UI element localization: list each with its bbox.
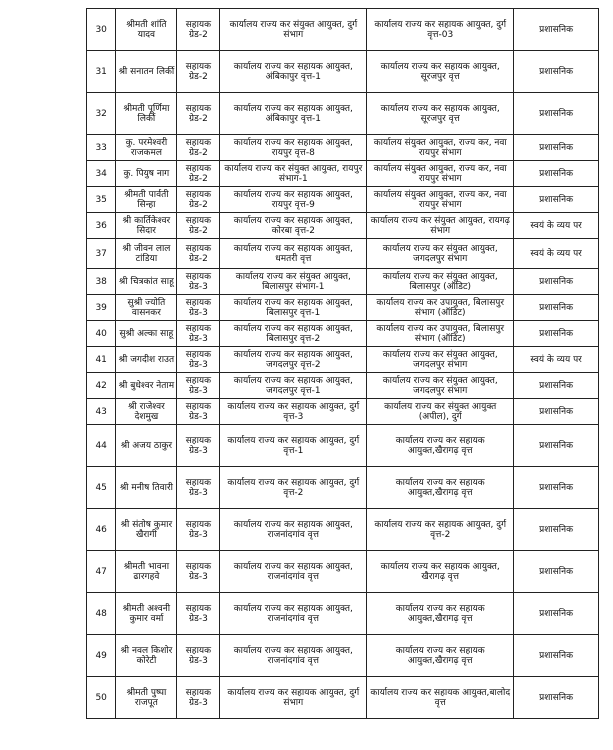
transfer-table <box>86 8 599 719</box>
employee-name-cell: श्रीमती पूर्णिमा लिर्की <box>116 93 177 135</box>
table-row <box>87 467 599 509</box>
serial-number-cell: 34 <box>87 161 116 187</box>
serial-number-cell: 46 <box>87 509 116 551</box>
current-office-cell: कार्यालय राज्य कर सहायक आयुक्त, जगदलपुर वृत्त-2 <box>220 347 367 373</box>
serial-number-cell: 41 <box>87 347 116 373</box>
current-office-cell: कार्यालय राज्य कर सहायक आयुक्त, राजनांदगांव वृत्त <box>220 509 367 551</box>
employee-name-cell: श्री नवल किशोर कोरेटी <box>116 635 177 677</box>
transfer-reason-cell: प्रशासनिक <box>514 161 599 187</box>
serial-number-cell: 42 <box>87 373 116 399</box>
table-row <box>87 161 599 187</box>
transfer-reason-cell: प्रशासनिक <box>514 551 599 593</box>
transfer-reason-cell: प्रशासनिक <box>514 295 599 321</box>
table-row <box>87 425 599 467</box>
current-office-cell: कार्यालय राज्य कर सहायक आयुक्त, बिलासपुर वृत्त-2 <box>220 321 367 347</box>
designation-cell: सहायक ग्रेड-3 <box>177 425 220 467</box>
transfer-reason-cell: प्रशासनिक <box>514 321 599 347</box>
transfer-reason-cell: प्रशासनिक <box>514 9 599 51</box>
transfer-reason-cell: प्रशासनिक <box>514 677 599 719</box>
current-office-cell: कार्यालय राज्य कर सहायक आयुक्त, अंबिकापुर वृत्त-1 <box>220 51 367 93</box>
serial-number-cell: 50 <box>87 677 116 719</box>
current-office-cell: कार्यालय राज्य कर सहायक आयुक्त, बिलासपुर वृत्त-1 <box>220 295 367 321</box>
designation-cell: सहायक ग्रेड-2 <box>177 93 220 135</box>
table-body <box>87 9 599 719</box>
employee-name-cell: श्री सनातन लिर्की <box>116 51 177 93</box>
designation-cell: सहायक ग्रेड-2 <box>177 161 220 187</box>
transfer-reason-cell: प्रशासनिक <box>514 399 599 425</box>
transferred-office-cell: कार्यालय राज्य कर संयुक्त आयुक्त, जगदलपुर संभाग <box>367 347 514 373</box>
employee-name-cell: श्रीमती पुष्पा राजपूत <box>116 677 177 719</box>
designation-cell: सहायक ग्रेड-3 <box>177 321 220 347</box>
employee-name-cell: श्रीमती शांति यादव <box>116 9 177 51</box>
transferred-office-cell: कार्यालय राज्य कर सहायक आयुक्त, सूरजपुर वृत्त <box>367 51 514 93</box>
table-row <box>87 593 599 635</box>
serial-number-cell: 37 <box>87 239 116 269</box>
transfer-reason-cell: प्रशासनिक <box>514 635 599 677</box>
transfer-reason-cell: प्रशासनिक <box>514 187 599 213</box>
current-office-cell: कार्यालय राज्य कर सहायक आयुक्त, जगदलपुर वृत्त-1 <box>220 373 367 399</box>
table-row <box>87 399 599 425</box>
employee-name-cell: श्री चित्रकांत साहू <box>116 269 177 295</box>
designation-cell: सहायक ग्रेड-3 <box>177 509 220 551</box>
table-row <box>87 551 599 593</box>
serial-number-cell: 43 <box>87 399 116 425</box>
designation-cell: सहायक ग्रेड-3 <box>177 295 220 321</box>
designation-cell: सहायक ग्रेड-2 <box>177 187 220 213</box>
transfer-reason-cell: प्रशासनिक <box>514 373 599 399</box>
table-row <box>87 295 599 321</box>
transferred-office-cell: कार्यालय राज्य कर संयुक्त आयुक्त, जगदलपुर संभाग <box>367 373 514 399</box>
serial-number-cell: 38 <box>87 269 116 295</box>
transfer-reason-cell: प्रशासनिक <box>514 593 599 635</box>
table-row <box>87 347 599 373</box>
employee-name-cell: सुश्री अल्का साहू <box>116 321 177 347</box>
current-office-cell: कार्यालय राज्य कर संयुक्त आयुक्त, बिलासपुर संभाग-1 <box>220 269 367 295</box>
designation-cell: सहायक ग्रेड-2 <box>177 239 220 269</box>
transfer-reason-cell: प्रशासनिक <box>514 51 599 93</box>
serial-number-cell: 36 <box>87 213 116 239</box>
transferred-office-cell: कार्यालय संयुक्त आयुक्त, राज्य कर, नवा रायपुर संभाग <box>367 161 514 187</box>
table-row <box>87 509 599 551</box>
current-office-cell: कार्यालय राज्य कर संयुक्त आयुक्त, दुर्ग संभाग <box>220 9 367 51</box>
transferred-office-cell: कार्यालय राज्य कर सहायक आयुक्त,खैरागढ़ वृत्त <box>367 425 514 467</box>
serial-number-cell: 39 <box>87 295 116 321</box>
designation-cell: सहायक ग्रेड-3 <box>177 373 220 399</box>
designation-cell: सहायक ग्रेड-3 <box>177 551 220 593</box>
current-office-cell: कार्यालय राज्य कर सहायक आयुक्त, धमतरी वृत्त <box>220 239 367 269</box>
serial-number-cell: 47 <box>87 551 116 593</box>
employee-name-cell: श्रीमती अश्वनी कुमार वर्मा <box>116 593 177 635</box>
transfer-reason-cell: स्वयं के व्यय पर <box>514 239 599 269</box>
serial-number-cell: 49 <box>87 635 116 677</box>
serial-number-cell: 45 <box>87 467 116 509</box>
employee-name-cell: श्री बुधेश्वर नेताम <box>116 373 177 399</box>
transferred-office-cell: कार्यालय राज्य कर उपायुक्त, बिलासपुर संभाग (ऑडिट) <box>367 295 514 321</box>
table-row <box>87 135 599 161</box>
current-office-cell: कार्यालय राज्य कर सहायक आयुक्त, दुर्ग वृत्त-3 <box>220 399 367 425</box>
transferred-office-cell: कार्यालय संयुक्त आयुक्त, राज्य कर, नवा रायपुर संभाग <box>367 187 514 213</box>
employee-name-cell: श्री जीवन लाल टांडिया <box>116 239 177 269</box>
transfer-reason-cell: स्वयं के व्यय पर <box>514 213 599 239</box>
transfer-reason-cell: प्रशासनिक <box>514 467 599 509</box>
employee-name-cell: कु. पियुष नाग <box>116 161 177 187</box>
transfer-reason-cell: प्रशासनिक <box>514 269 599 295</box>
current-office-cell: कार्यालय राज्य कर सहायक आयुक्त, राजनांदगांव वृत्त <box>220 551 367 593</box>
transfer-reason-cell: प्रशासनिक <box>514 93 599 135</box>
transferred-office-cell: कार्यालय राज्य कर संयुक्त आयुक्त, रायगढ़ संभाग <box>367 213 514 239</box>
designation-cell: सहायक ग्रेड-3 <box>177 269 220 295</box>
current-office-cell: कार्यालय राज्य कर सहायक आयुक्त, रायपुर वृत्त-9 <box>220 187 367 213</box>
employee-name-cell: श्री राजेश्वर देशमुख <box>116 399 177 425</box>
transferred-office-cell: कार्यालय राज्य कर सहायक आयुक्त,खैरागढ़ वृत्त <box>367 467 514 509</box>
serial-number-cell: 35 <box>87 187 116 213</box>
transferred-office-cell: कार्यालय राज्य कर सहायक आयुक्त, दुर्ग वृत्त-2 <box>367 509 514 551</box>
designation-cell: सहायक ग्रेड-2 <box>177 9 220 51</box>
transferred-office-cell: कार्यालय राज्य कर सहायक आयुक्त, सूरजपुर वृत्त <box>367 93 514 135</box>
table-row <box>87 321 599 347</box>
current-office-cell: कार्यालय राज्य कर सहायक आयुक्त, राजनांदगांव वृत्त <box>220 635 367 677</box>
transferred-office-cell: कार्यालय राज्य कर सहायक आयुक्त,खैरागढ़ वृत्त <box>367 593 514 635</box>
employee-name-cell: श्री मनीष तिवारी <box>116 467 177 509</box>
employee-name-cell: कु. परमेश्वरी राजकमल <box>116 135 177 161</box>
designation-cell: सहायक ग्रेड-3 <box>177 635 220 677</box>
serial-number-cell: 31 <box>87 51 116 93</box>
current-office-cell: कार्यालय राज्य कर सहायक आयुक्त, दुर्ग संभाग <box>220 677 367 719</box>
serial-number-cell: 32 <box>87 93 116 135</box>
table-row <box>87 51 599 93</box>
table-row <box>87 635 599 677</box>
designation-cell: सहायक ग्रेड-2 <box>177 51 220 93</box>
employee-name-cell: श्रीमती पार्वती सिन्हा <box>116 187 177 213</box>
transfer-reason-cell: प्रशासनिक <box>514 135 599 161</box>
employee-name-cell: श्रीमती भावना ढारगहवे <box>116 551 177 593</box>
current-office-cell: कार्यालय राज्य कर सहायक आयुक्त, राजनांदगांव वृत्त <box>220 593 367 635</box>
designation-cell: सहायक ग्रेड-3 <box>177 467 220 509</box>
current-office-cell: कार्यालय राज्य कर सहायक आयुक्त, रायपुर वृत्त-8 <box>220 135 367 161</box>
serial-number-cell: 33 <box>87 135 116 161</box>
current-office-cell: कार्यालय राज्य कर सहायक आयुक्त, दुर्ग वृत्त-2 <box>220 467 367 509</box>
employee-name-cell: श्री संतोष कुमार खैरागी <box>116 509 177 551</box>
table-row <box>87 239 599 269</box>
table-row <box>87 213 599 239</box>
transferred-office-cell: कार्यालय राज्य कर संयुक्त आयुक्त, जगदलपुर संभाग <box>367 239 514 269</box>
designation-cell: सहायक ग्रेड-2 <box>177 135 220 161</box>
transferred-office-cell: कार्यालय राज्य कर सहायक आयुक्त, खैरागढ़ वृत्त <box>367 551 514 593</box>
table-row <box>87 9 599 51</box>
transferred-office-cell: कार्यालय राज्य कर उपायुक्त, बिलासपुर संभाग (ऑडिट) <box>367 321 514 347</box>
transferred-office-cell: कार्यालय संयुक्त आयुक्त, राज्य कर, नवा रायपुर संभाग <box>367 135 514 161</box>
transferred-office-cell: कार्यालय राज्य कर सहायक आयुक्त,खैरागढ़ वृत्त <box>367 635 514 677</box>
employee-name-cell: सुश्री ज्योति वासनकर <box>116 295 177 321</box>
transferred-office-cell: कार्यालय राज्य कर सहायक आयुक्त,बालोद वृत्त <box>367 677 514 719</box>
designation-cell: सहायक ग्रेड-3 <box>177 593 220 635</box>
serial-number-cell: 48 <box>87 593 116 635</box>
serial-number-cell: 30 <box>87 9 116 51</box>
table-row <box>87 677 599 719</box>
designation-cell: सहायक ग्रेड-3 <box>177 677 220 719</box>
employee-name-cell: श्री अजय ठाकुर <box>116 425 177 467</box>
transferred-office-cell: कार्यालय राज्य कर संयुक्त आयुक्त, बिलासपुर (ऑडिट) <box>367 269 514 295</box>
transfer-reason-cell: स्वयं के व्यय पर <box>514 347 599 373</box>
table-row <box>87 373 599 399</box>
serial-number-cell: 44 <box>87 425 116 467</box>
transfer-reason-cell: प्रशासनिक <box>514 425 599 467</box>
employee-name-cell: श्री कार्तिकेश्वर सिदार <box>116 213 177 239</box>
current-office-cell: कार्यालय राज्य कर संयुक्त आयुक्त, रायपुर संभाग-1 <box>220 161 367 187</box>
designation-cell: सहायक ग्रेड-3 <box>177 347 220 373</box>
current-office-cell: कार्यालय राज्य कर सहायक आयुक्त, अंबिकापुर वृत्त-1 <box>220 93 367 135</box>
transferred-office-cell: कार्यालय राज्य कर संयुक्त आयुक्त (अपील), दुर्ग <box>367 399 514 425</box>
table-row <box>87 187 599 213</box>
employee-name-cell: श्री जगदीश राउत <box>116 347 177 373</box>
designation-cell: सहायक ग्रेड-3 <box>177 399 220 425</box>
serial-number-cell: 40 <box>87 321 116 347</box>
current-office-cell: कार्यालय राज्य कर सहायक आयुक्त, कोरबा वृत्त-2 <box>220 213 367 239</box>
designation-cell: सहायक ग्रेड-2 <box>177 213 220 239</box>
table-row <box>87 269 599 295</box>
transferred-office-cell: कार्यालय राज्य कर सहायक आयुक्त, दुर्ग वृत्त-03 <box>367 9 514 51</box>
current-office-cell: कार्यालय राज्य कर सहायक आयुक्त, दुर्ग वृत्त-1 <box>220 425 367 467</box>
table-row <box>87 93 599 135</box>
transfer-reason-cell: प्रशासनिक <box>514 509 599 551</box>
